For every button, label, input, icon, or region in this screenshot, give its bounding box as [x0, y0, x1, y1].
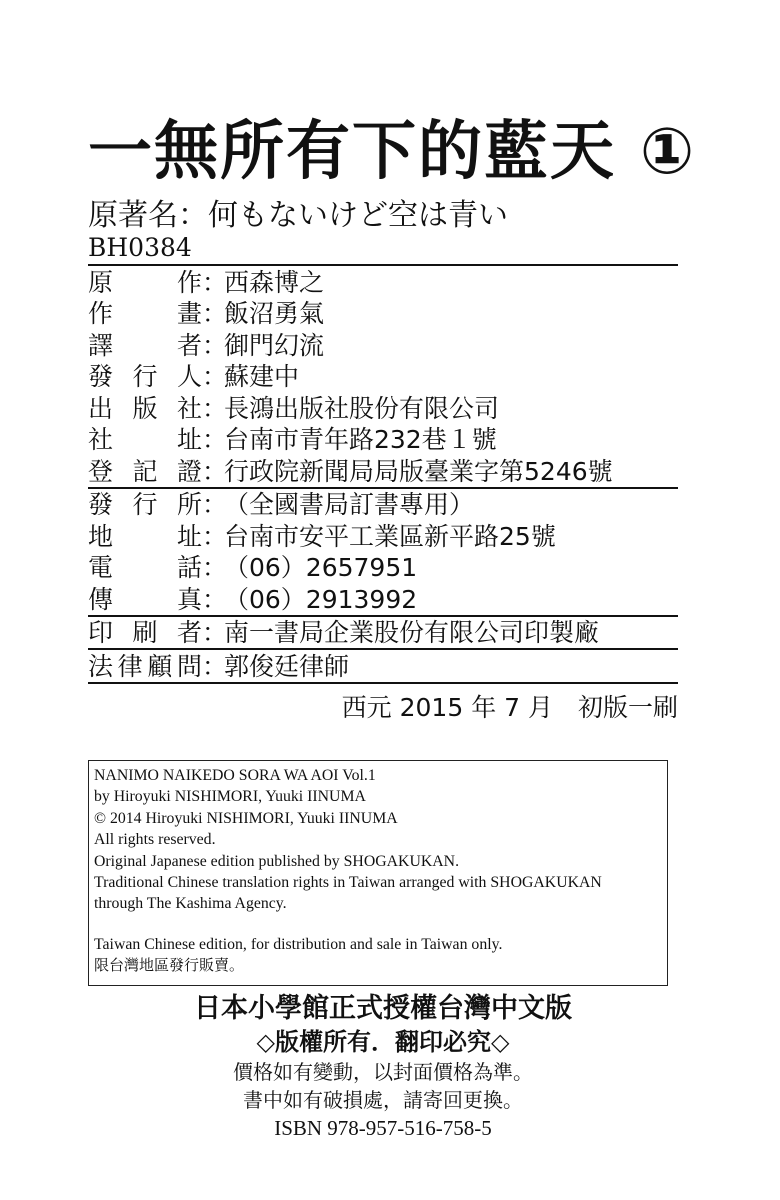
credit-row: [88, 552, 678, 584]
credit-label-char: 刷: [132, 618, 158, 647]
credit-label: [88, 393, 202, 424]
credit-value: 行政院新聞局局版臺業字第5246號: [224, 456, 613, 486]
license-line: © 2014 Hiroyuki NISHIMORI, Yuuki IINUMA: [94, 809, 398, 827]
credit-label-char: 發: [88, 362, 114, 391]
credit-value: 郭俊廷律師: [224, 651, 350, 681]
credit-row: [88, 361, 678, 393]
credit-label-char: 印: [88, 618, 114, 647]
credit-separator: ：: [202, 584, 228, 614]
authorized-edition: 日本小學館正式授權台灣中文版: [194, 993, 572, 1024]
credit-value: （06）2913992: [224, 584, 418, 614]
credit-label-char: 社: [88, 425, 114, 454]
credit-separator: ：: [202, 553, 228, 582]
credit-label-char: 話: [176, 553, 202, 582]
credit-label-char: 出: [88, 393, 114, 423]
credit-label-char: 地: [88, 521, 114, 551]
credit-separator: ：: [202, 393, 228, 423]
credit-label-char: 登: [88, 456, 114, 486]
credit-label-char: 律: [117, 651, 143, 681]
credit-label: [88, 298, 202, 329]
credit-label: [88, 456, 202, 487]
book-title-text: 一無所有下的藍天: [88, 115, 616, 189]
credit-label-char: 記: [132, 456, 158, 486]
credit-value: 台南市青年路232巷１號: [224, 425, 497, 454]
credit-label: [88, 552, 202, 583]
credit-row: [88, 298, 678, 330]
credit-label-char: 所: [176, 490, 202, 519]
distribution-note-cjk: 限台灣地區發行販賣。: [94, 956, 245, 975]
license-box: [88, 760, 668, 986]
credit-row: [88, 455, 678, 487]
credit-separator: ：: [202, 299, 228, 328]
credit-row: [88, 520, 678, 552]
credit-separator: ：: [202, 618, 228, 647]
credit-row: [88, 392, 678, 424]
credit-label: [88, 489, 202, 520]
credit-label-char: 顧: [147, 651, 173, 681]
book-code: BH0384: [88, 232, 678, 266]
credit-label: [88, 584, 202, 615]
credit-label-char: 址: [176, 425, 202, 454]
license-line: All rights reserved.: [94, 831, 216, 849]
credit-label-char: 人: [176, 362, 202, 391]
credit-label-char: 真: [176, 584, 202, 614]
license-line: NANIMO NAIKEDO SORA WA AOI Vol.1: [94, 767, 376, 784]
credit-row: [88, 424, 678, 456]
credit-row: [88, 583, 678, 615]
credit-label-char: 證: [176, 456, 202, 486]
credit-label-char: 問: [176, 651, 202, 681]
credit-row: [88, 487, 678, 521]
damage-note: 書中如有破損處，請寄回更換。: [243, 1088, 523, 1112]
credit-label-char: 者: [176, 330, 202, 360]
credit-label-char: 原: [88, 267, 114, 297]
credit-label: [88, 330, 202, 361]
credit-label-char: 版: [132, 393, 158, 423]
credit-value: 飯沼勇氣: [224, 299, 325, 328]
credit-label-char: 譯: [88, 330, 114, 360]
credit-value: 西森博之: [224, 267, 325, 297]
credit-value: 南一書局企業股份有限公司印製廠: [224, 618, 600, 647]
credit-label-char: 行: [132, 490, 158, 519]
original-title: 原著名：何もないけど空は青い: [88, 198, 508, 233]
credit-value: 蘇建中: [224, 362, 300, 391]
credit-value: 御門幻流: [224, 330, 325, 360]
credit-label: [88, 424, 202, 455]
license-gap: [94, 915, 662, 934]
credit-label-char: 行: [132, 362, 158, 391]
credit-value: 長鴻出版社股份有限公司: [224, 393, 500, 423]
credit-label-char: 傳: [88, 584, 114, 614]
book-title: [88, 112, 708, 192]
credit-label: [88, 521, 202, 552]
license-line: by Hiroyuki NISHIMORI, Yuuki IINUMA: [94, 788, 366, 806]
license-line: Original Japanese edition published by SHOGAKUKAN.: [94, 852, 460, 870]
credits-table: [88, 264, 678, 684]
distribution-note: Taiwan Chinese edition, for distribution and sale in Taiwan only.: [94, 935, 503, 953]
edition-date: 西元 2015 年 7 月 初版一刷: [341, 693, 678, 722]
copyright-notice: ◇版權所有．翻印必究◇: [256, 1028, 510, 1056]
credit-row: [88, 650, 678, 684]
license-line: through The Kashima Agency.: [94, 895, 287, 913]
credit-label-char: 作: [88, 299, 114, 328]
credit-value: （全國書局訂書專用）: [224, 490, 475, 519]
credit-separator: ：: [202, 362, 228, 391]
credit-separator: ：: [202, 330, 228, 360]
credit-label: [88, 361, 202, 392]
credit-separator: ：: [202, 267, 228, 297]
credit-value: 台南市安平工業區新平路25號: [224, 521, 556, 551]
credit-label-char: 者: [176, 618, 202, 647]
credit-label: [88, 617, 202, 648]
credit-separator: ：: [202, 521, 228, 551]
credit-separator: ：: [202, 490, 228, 519]
price-note: 價格如有變動，以封面價格為準。: [233, 1060, 533, 1084]
credit-label: [88, 267, 202, 298]
credit-label-char: 作: [176, 267, 202, 297]
credit-row: [88, 264, 678, 298]
credit-label-char: 址: [176, 521, 202, 551]
credit-label-char: 法: [88, 651, 114, 681]
volume-number: ①: [640, 115, 697, 189]
credit-row: [88, 329, 678, 361]
isbn: ISBN 978-957-516-758-5: [274, 1116, 492, 1140]
credit-row: [88, 615, 678, 651]
credit-separator: ：: [202, 456, 228, 486]
license-line: Traditional Chinese translation rights in Taiwan arranged with SHOGAKUKAN: [94, 874, 602, 892]
credit-label-char: 發: [88, 490, 114, 519]
credit-value: （06）2657951: [224, 553, 418, 582]
credit-label-char: 電: [88, 553, 114, 582]
credit-label-char: 社: [176, 393, 202, 423]
credit-separator: ：: [202, 651, 228, 681]
credit-label: [88, 651, 202, 682]
credit-separator: ：: [202, 425, 228, 454]
credit-label-char: 畫: [176, 299, 202, 328]
